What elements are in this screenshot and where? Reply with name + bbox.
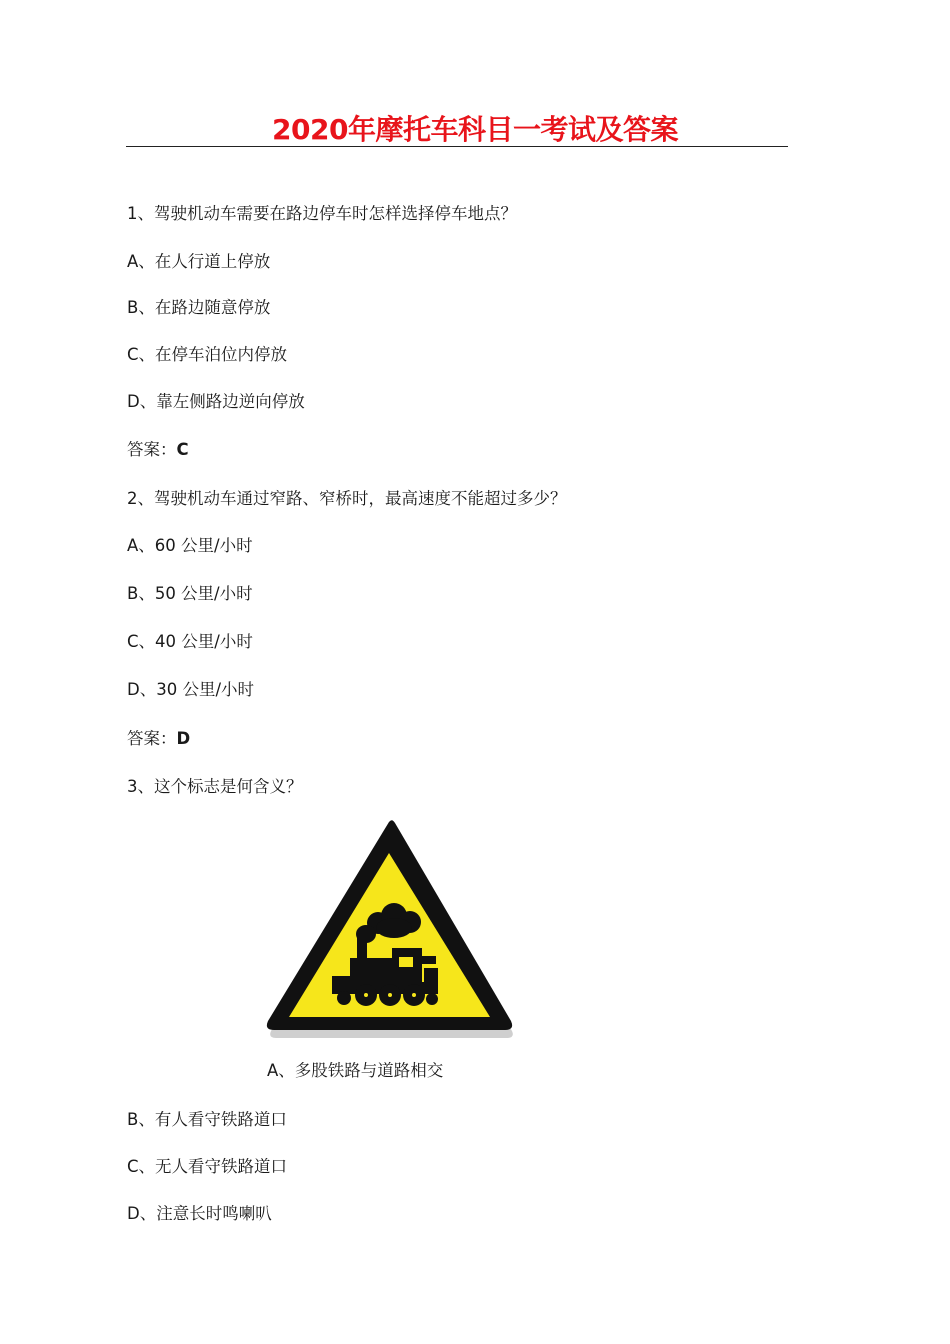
title-underline: [126, 146, 788, 147]
question-2-option-b: B、50 公里/小时: [127, 584, 253, 603]
question-1-answer: [127, 440, 189, 460]
question-2-option-a: A、60 公里/小时: [127, 536, 253, 555]
question-1-text: 1、驾驶机动车需要在路边停车时怎样选择停车地点？: [127, 204, 517, 223]
question-1-option-c: C、在停车泊位内停放: [127, 345, 288, 364]
railway-crossing-sign-image: [262, 818, 517, 1040]
question-3-option-a: A、多股铁路与道路相交: [267, 1061, 444, 1080]
question-1-option-a: A、在人行道上停放: [127, 252, 271, 271]
answer-value: C: [176, 440, 189, 459]
question-1-option-b: B、在路边随意停放: [127, 298, 271, 317]
question-2-option-c: C、40 公里/小时: [127, 632, 253, 651]
cab-window: [399, 957, 413, 967]
answer-value: D: [176, 729, 191, 748]
page-title: 2020年摩托车科目一考试及答案: [272, 113, 678, 146]
answer-label: 答案：: [127, 440, 177, 459]
question-1-option-d: D、靠左侧路边逆向停放: [127, 392, 305, 411]
question-3-option-d: D、注意长时鸣喇叭: [127, 1204, 272, 1223]
question-2-text: 2、驾驶机动车通过窄路、窄桥时，最高速度不能超过多少？: [127, 489, 567, 508]
question-3-option-b: B、有人看守铁路道口: [127, 1110, 287, 1129]
question-2-answer: [127, 729, 190, 749]
question-2-option-d: D、30 公里/小时: [127, 680, 255, 699]
answer-label: 答案：: [127, 729, 177, 748]
question-3-option-c: C、无人看守铁路道口: [127, 1157, 288, 1176]
question-3-text: 3、这个标志是何含义？: [127, 777, 303, 796]
